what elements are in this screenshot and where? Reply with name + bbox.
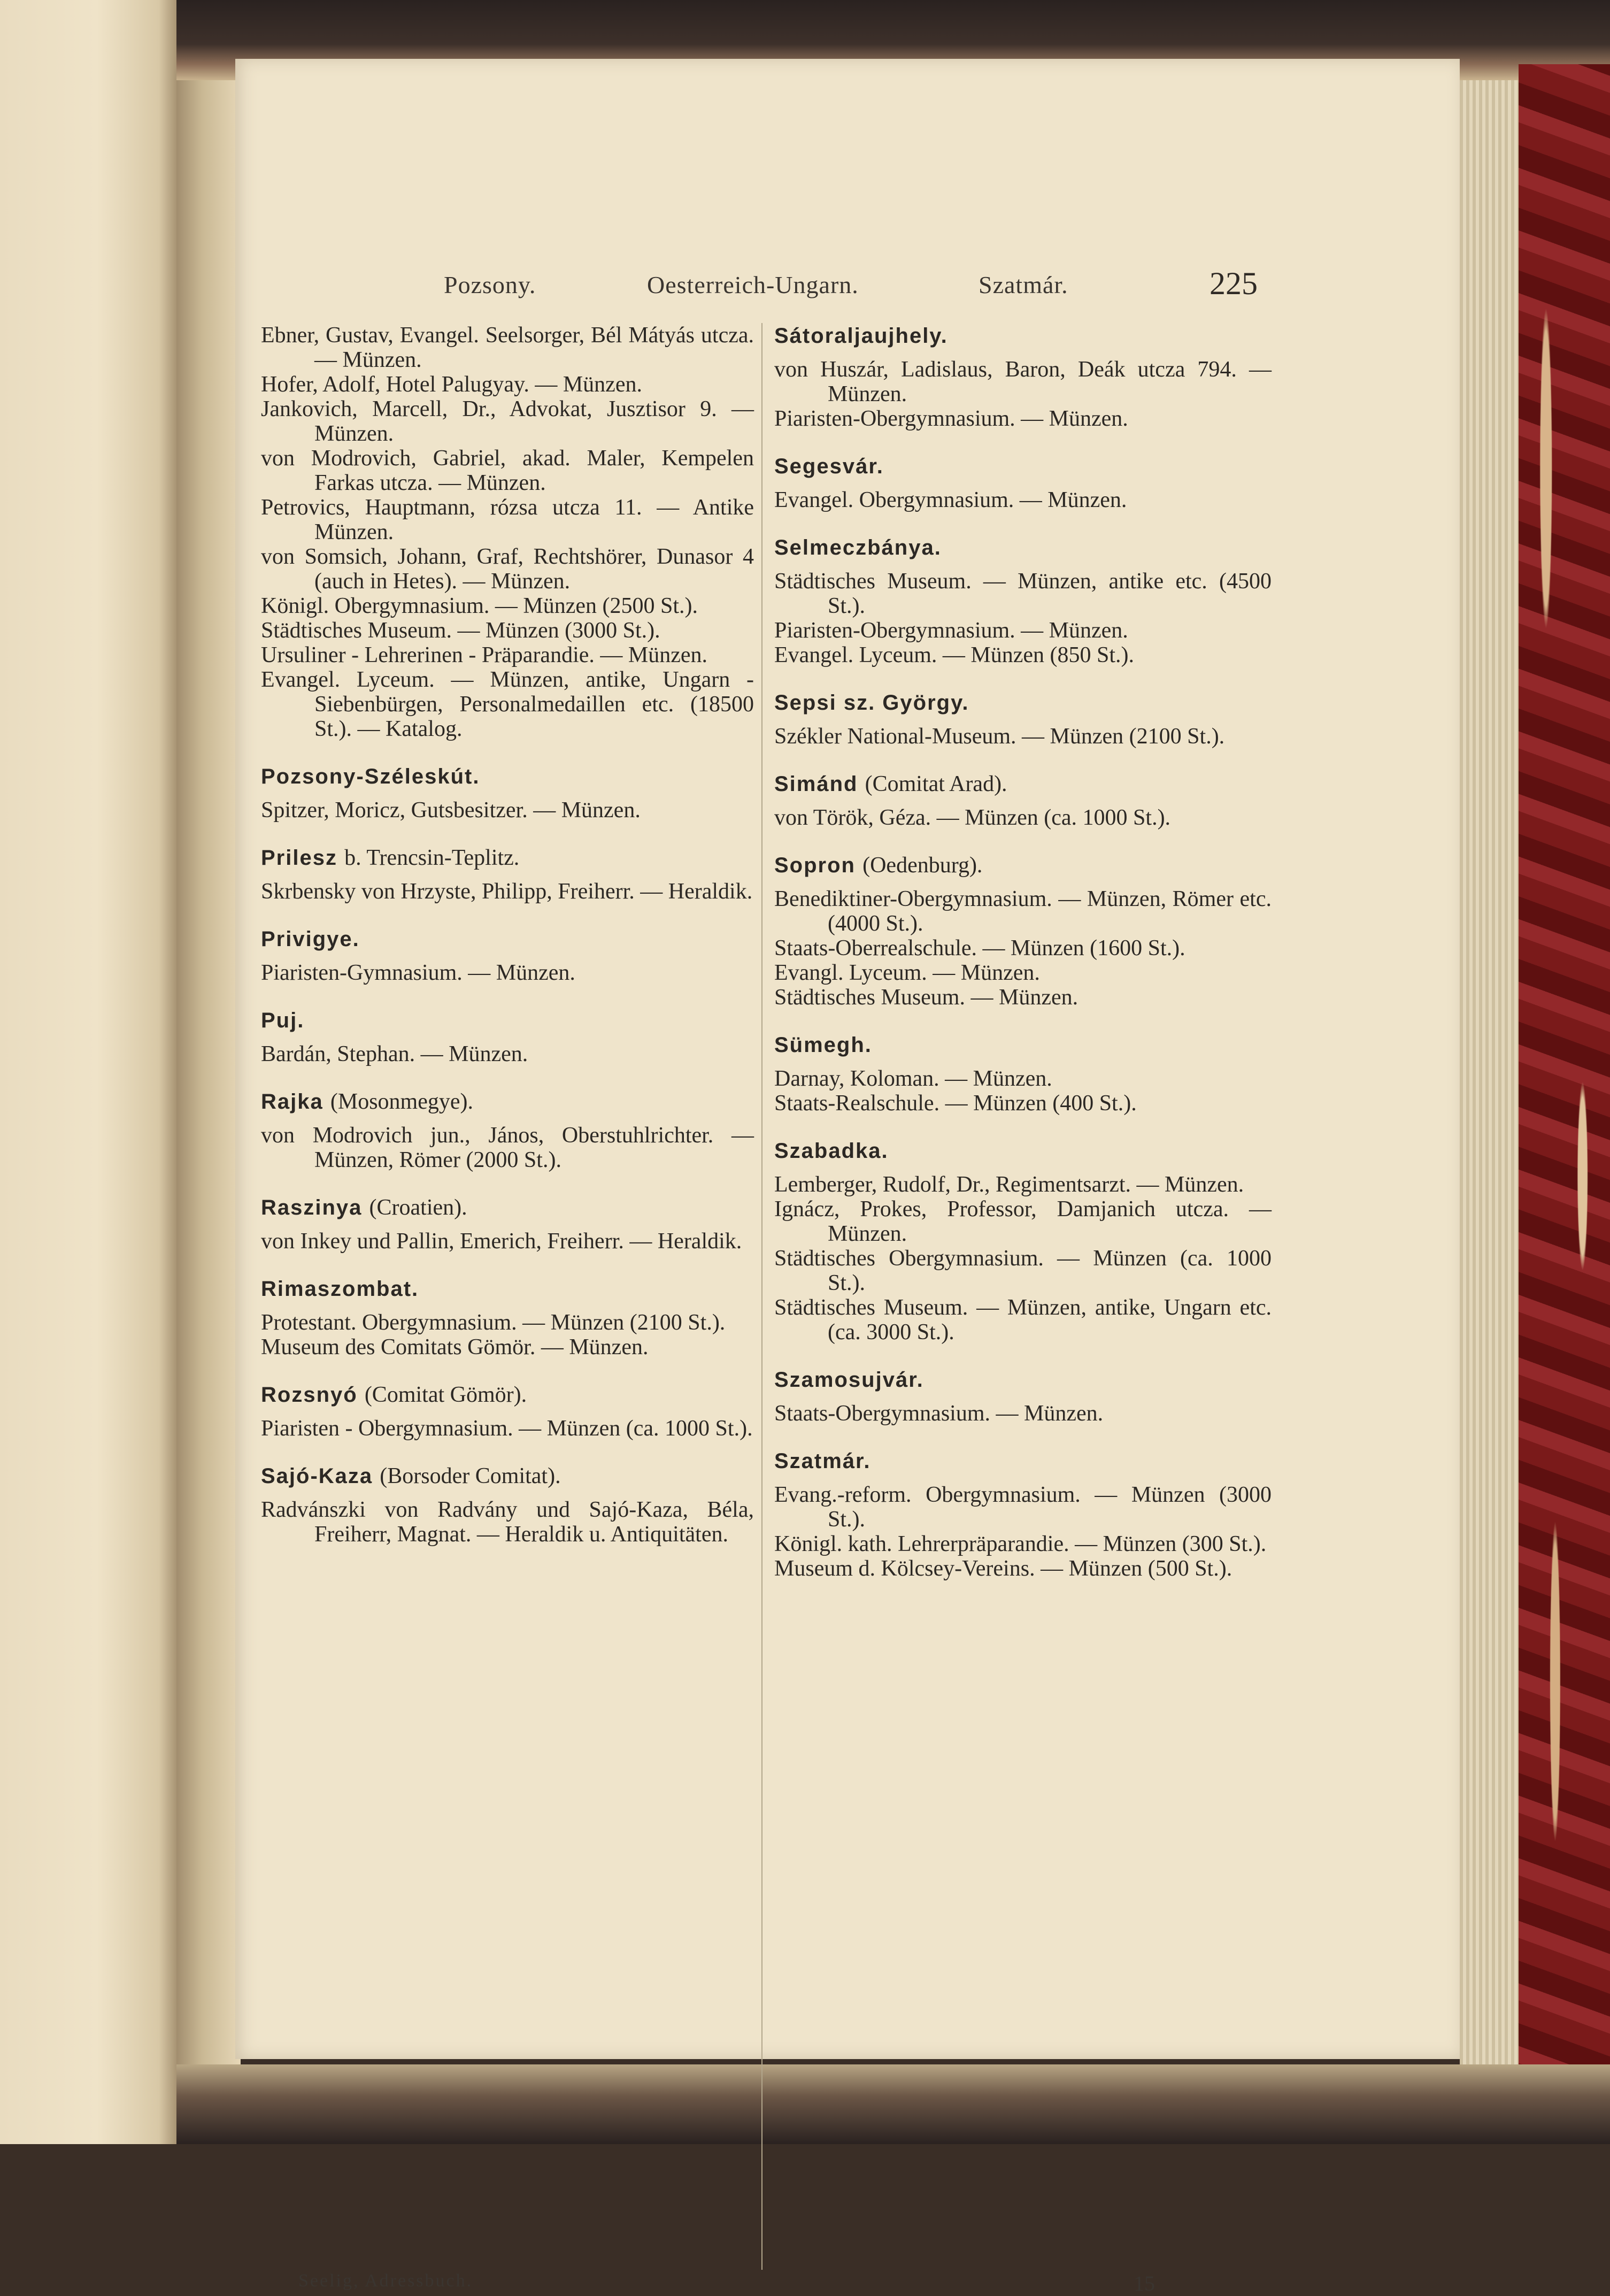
collection-entry: Städtisches Museum. — Münzen, antike, Ungarn etc. (ca. 3000 St.).: [774, 1295, 1272, 1345]
right-column: [774, 323, 1272, 1581]
collection-entry: Königl. kath. Lehrerpräparandie. — Münzen (300 St.).: [774, 1532, 1267, 1556]
collection-entry: Evangel. Lyceum. — Münzen (850 St.).: [774, 643, 1135, 667]
collection-entry: Museum d. Kölcsey-Vereins. — Münzen (500 St.).: [774, 1556, 1232, 1581]
book-gutter: [176, 0, 241, 2144]
collection-entry: Evangel. Obergymnasium. — Münzen.: [774, 488, 1127, 512]
place-name: Szatmár.: [774, 1449, 871, 1473]
place-heading: [774, 1032, 1272, 1058]
place-name: Sümegh.: [774, 1033, 872, 1057]
collection-entry: Städtisches Museum. — Münzen.: [774, 985, 1079, 1010]
scan-bottom-edge: [176, 2064, 1610, 2144]
collection-entry: Hofer, Adolf, Hotel Palugyay. — Münzen.: [261, 372, 642, 397]
place-heading: [261, 1382, 754, 1408]
collection-entry: Staats-Obergymnasium. — Münzen.: [774, 1401, 1104, 1426]
running-head-center: Oesterreich-Ungarn.: [647, 271, 859, 298]
place-heading: [774, 690, 1272, 716]
place-name: Puj.: [261, 1009, 305, 1032]
collection-entry: Skrbensky von Hrzyste, Philipp, Freiherr. — Heraldik.: [261, 879, 753, 904]
place-heading: [261, 1195, 754, 1220]
collection-entry: Piaristen-Gymnasium. — Münzen.: [261, 961, 575, 985]
footer-sheet-number: 15: [1134, 2271, 1155, 2295]
page-stack-edges: [1460, 80, 1519, 2070]
place-note: (Borsoder Comitat).: [380, 1464, 561, 1488]
column-divider: [761, 323, 762, 2270]
place-name: Prilesz: [261, 846, 337, 870]
running-head-left: Pozsony.: [444, 271, 536, 298]
collection-entry: Staats-Realschule. — Münzen (400 St.).: [774, 1091, 1137, 1116]
place-heading: [774, 1367, 1272, 1393]
place-heading: [774, 853, 1272, 878]
collection-entry: Städtisches Museum. — Münzen, antike etc. (4500 St.).: [774, 569, 1272, 618]
place-heading: [774, 323, 1272, 349]
place-heading: [774, 535, 1272, 560]
place-heading: [261, 845, 754, 871]
collection-entry: Staats-Oberrealschule. — Münzen (1600 St.).: [774, 936, 1185, 961]
collection-entry: Evangel. Lyceum. — Münzen, antike, Ungarn - Siebenbürgen, Personalmedaillen etc. (18500 St.). — Katalog.: [261, 667, 754, 741]
collection-entry: Petrovics, Hauptmann, rózsa utcza 11. — Antike Münzen.: [261, 495, 754, 544]
collection-entry: Jankovich, Marcell, Dr., Advokat, Jusztisor 9. — Münzen.: [261, 397, 754, 446]
place-name: Sepsi sz. György.: [774, 691, 969, 715]
collection-entry: Piaristen-Obergymnasium. — Münzen.: [774, 406, 1128, 431]
left-column: [261, 323, 754, 1547]
place-heading: [774, 454, 1272, 479]
collection-entry: Evangl. Lyceum. — Münzen.: [774, 961, 1040, 985]
place-heading: [261, 1463, 754, 1489]
place-heading: [261, 1008, 754, 1033]
collection-entry: von Modrovich, Gabriel, akad. Maler, Kempelen Farkas utcza. — Münzen.: [261, 446, 754, 495]
place-note: (Comitat Arad).: [865, 772, 1007, 796]
place-note: (Croatien).: [369, 1195, 467, 1220]
facing-page-edge: [0, 0, 176, 2144]
collection-entry: von Huszár, Ladislaus, Baron, Deák utcza 794. — Münzen.: [774, 357, 1272, 406]
place-name: Selmeczbánya.: [774, 536, 942, 559]
place-name: Szabadka.: [774, 1139, 889, 1163]
collection-entry: Lemberger, Rudolf, Dr., Regimentsarzt. — Münzen.: [774, 1172, 1244, 1197]
place-heading: [774, 771, 1272, 797]
collection-entry: Spitzer, Moricz, Gutsbesitzer. — Münzen.: [261, 798, 641, 823]
place-heading: [261, 764, 754, 789]
marbled-cover-edge: [1519, 64, 1610, 2086]
collection-entry: Königl. Obergymnasium. — Münzen (2500 St.).: [261, 594, 698, 618]
collection-entry: von Somsich, Johann, Graf, Rechtshörer, Dunasor 4 (auch in Hetes). — Münzen.: [261, 544, 754, 594]
collection-entry: von Inkey und Pallin, Emerich, Freiherr. — Heraldik.: [261, 1229, 742, 1254]
place-name: Rimaszombat.: [261, 1277, 419, 1301]
place-heading: [774, 1448, 1272, 1474]
collection-entry: Benediktiner-Obergymnasium. — Münzen, Römer etc. (4000 St.).: [774, 887, 1272, 936]
place-name: Sátoraljaujhely.: [774, 324, 948, 348]
collection-entry: Städtisches Obergymnasium. — Münzen (ca. 1000 St.).: [774, 1246, 1272, 1295]
collection-entry: Piaristen - Obergymnasium. — Münzen (ca. 1000 St.).: [261, 1416, 753, 1441]
collection-entry: Ebner, Gustav, Evangel. Seelsorger, Bél Mátyás utcza. — Münzen.: [261, 323, 754, 372]
running-head-right: Szatmár.: [979, 271, 1068, 298]
collection-entry: von Modrovich jun., János, Oberstuhlrichter. — Münzen, Römer (2000 St.).: [261, 1123, 754, 1172]
place-name: Raszinya: [261, 1196, 363, 1219]
place-heading: [774, 1138, 1272, 1164]
collection-entry: von Török, Géza. — Münzen (ca. 1000 St.).: [774, 805, 1171, 830]
place-note: (Comitat Gömör).: [364, 1383, 527, 1407]
place-name: Sajó-Kaza: [261, 1464, 373, 1488]
place-note: (Oedenburg).: [862, 853, 983, 878]
place-name: Sopron: [774, 854, 856, 877]
place-heading: [261, 1276, 754, 1302]
place-name: Rajka: [261, 1090, 323, 1114]
collection-entry: Radvánszki von Radvány und Sajó-Kaza, Béla, Freiherr, Magnat. — Heraldik u. Antiquitäten.: [261, 1498, 754, 1547]
running-head: [444, 271, 1278, 305]
place-name: Szamosujvár.: [774, 1368, 924, 1392]
place-note: b. Trencsin-Teplitz.: [344, 846, 520, 870]
collection-entry: Städtisches Museum. — Münzen (3000 St.).: [261, 618, 660, 643]
place-note: (Mosonmegye).: [330, 1089, 473, 1114]
place-name: Simánd: [774, 772, 858, 796]
collection-entry: Székler National-Museum. — Münzen (2100 St.).: [774, 724, 1225, 749]
place-name: Privigye.: [261, 927, 360, 951]
place-heading: [261, 1089, 754, 1115]
collection-entry: Protestant. Obergymnasium. — Münzen (2100 St.).: [261, 1310, 726, 1335]
place-name: Segesvár.: [774, 455, 884, 478]
collection-entry: Ignácz, Prokes, Professor, Damjanich utcza. — Münzen.: [774, 1197, 1272, 1246]
place-name: Rozsnyó: [261, 1383, 358, 1407]
collection-entry: Evang.-reform. Obergymnasium. — Münzen (3000 St.).: [774, 1483, 1272, 1532]
page-number: 225: [1210, 266, 1258, 301]
collection-entry: Piaristen-Obergymnasium. — Münzen.: [774, 618, 1128, 643]
collection-entry: Darnay, Koloman. — Münzen.: [774, 1066, 1052, 1091]
place-heading: [261, 926, 754, 952]
footer-signature: Seelig, Adressbuch.: [298, 2271, 473, 2291]
collection-entry: Museum des Comitats Gömör. — Münzen.: [261, 1335, 649, 1360]
collection-entry: Ursuliner - Lehrerinen - Präparandie. — Münzen.: [261, 643, 708, 667]
collection-entry: Bardán, Stephan. — Münzen.: [261, 1042, 528, 1066]
place-name: Pozsony-Széleskút.: [261, 765, 480, 788]
